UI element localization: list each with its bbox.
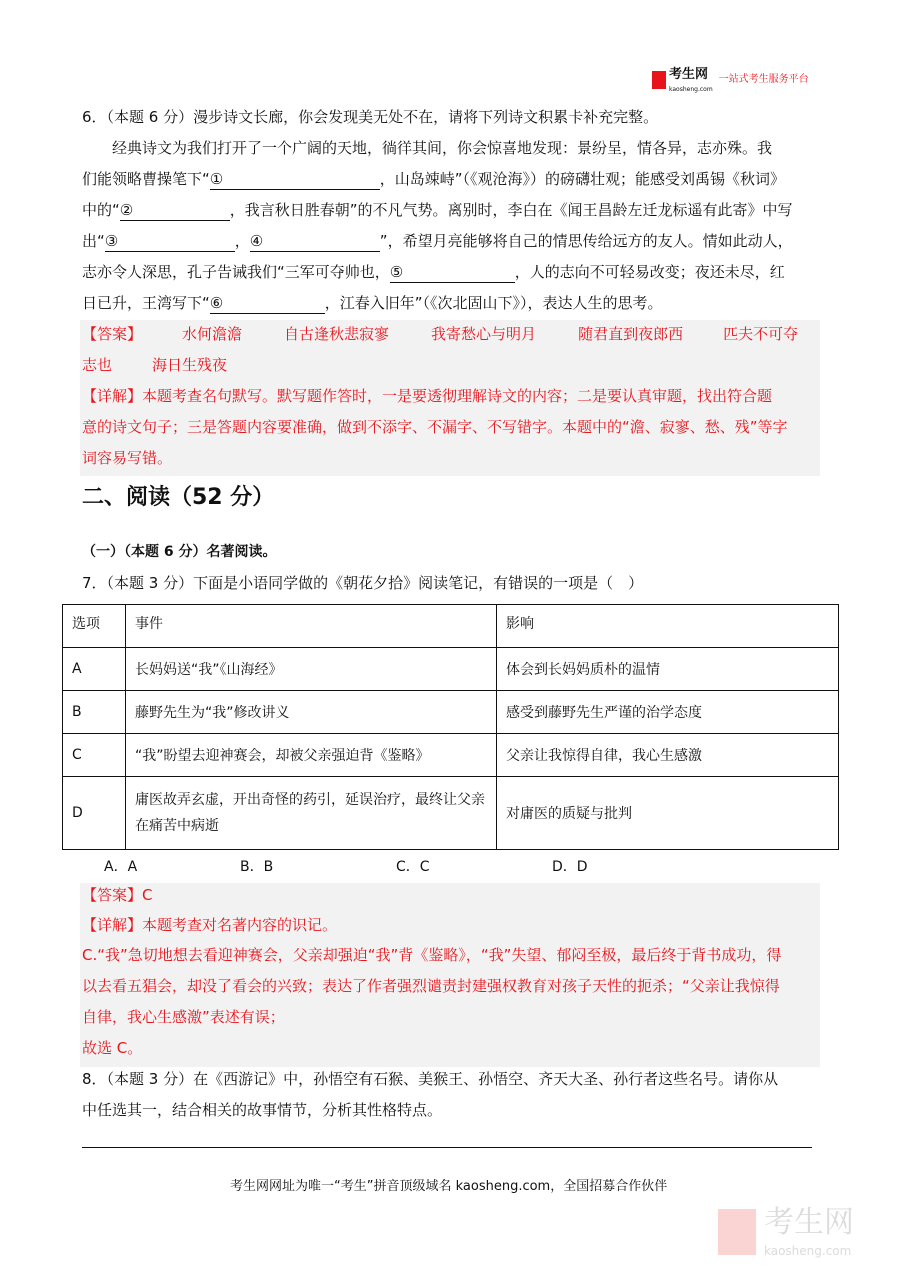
logo-icon <box>652 71 666 89</box>
q8-stem: 8．（本题 3 分）在《西游记》中，孙悟空有石猴、美猴王、孙悟空、齐天大圣、孙行者这些名号。请你从 <box>82 1070 779 1088</box>
blank-4: ④ <box>249 232 264 250</box>
header-logo <box>652 66 809 94</box>
q7-stem: 7．（本题 3 分）下面是小语同学做的《朝花夕拾》阅读笔记，有错误的一项是（ ） <box>82 574 644 592</box>
q6-para-line: 志亦令人深思，孔子告诫我们“三军可夺帅也，⑤ ，人的志向不可轻易改变；夜还未尽，红 <box>82 263 785 281</box>
q7-detail: 以去看五猖会，却没了看会的兴致；表达了作者强烈谴责封建强权教育对孩子天性的扼杀；“父亲让我惊得 <box>82 977 780 995</box>
blank-3: ③ <box>104 232 119 250</box>
table-row: D 庸医故弄玄虚，开出奇怪的药引，延误治疗，最终让父亲在痛苦中病逝 对庸医的质疑与批判 <box>63 777 839 850</box>
section-subtitle: （一）（本题 6 分）名著阅读。 <box>82 544 277 560</box>
q6-detail: 词容易写错。 <box>82 449 173 467</box>
logo-text: 考生网 <box>669 67 709 82</box>
table-row: B 藤野先生为“我”修改讲义 感受到藤野先生严谨的治学态度 <box>63 691 839 734</box>
option-d: D．D <box>552 859 588 875</box>
logo-domain: kaosheng.com <box>669 86 713 93</box>
watermark-domain: kaosheng.com <box>764 1244 852 1258</box>
table-header: 选项 事件 影响 <box>63 605 839 648</box>
q6-para-line: 出“③ ，④ ”，希望月亮能够将自己的情思传给远方的友人。情如此动人， <box>82 232 793 250</box>
q6-answer: 【答案】 水何澹澹 自古逢秋悲寂寥 我寄愁心与明月 随君直到夜郎西 匹夫不可夺 <box>82 325 799 343</box>
header-slogan: 一站式考生服务平台 <box>718 74 809 85</box>
section-title: 二、阅读（52 分） <box>82 485 275 510</box>
footer-divider <box>82 1147 812 1148</box>
option-a: A．A <box>104 859 138 875</box>
option-b: B．B <box>240 859 274 875</box>
q7-table <box>62 604 839 850</box>
q6-detail: 【详解】本题考查名句默写。默写题作答时，一是要透彻理解诗文的内容；二是要认真审题，找出符合题 <box>82 387 773 405</box>
q8-stem: 中任选其一，结合相关的故事情节，分析其性格特点。 <box>82 1101 443 1119</box>
blank-5: ⑤ <box>389 263 404 281</box>
watermark-icon <box>718 1209 756 1255</box>
q6-detail: 意的诗文句子；三是答题内容要准确，做到不添字、不漏字、不写错字。本题中的“澹、寂寥、愁、残”等字 <box>82 418 788 436</box>
q6-para-line: 中的“② ，我言秋日胜春朝”的不凡气势。离别时，李白在《闻王昌龄左迁龙标遥有此寄》中写 <box>82 201 793 219</box>
blank-6: ⑥ <box>209 294 224 312</box>
option-c: C．C <box>396 859 430 875</box>
watermark-text: 考生网 <box>764 1205 854 1240</box>
q6-para-line: 日已升，王湾写下“⑥ ，江春入旧年”（《次北固山下》），表达人生的思考。 <box>82 294 663 312</box>
q7-detail: 【详解】本题考查对名著内容的识记。 <box>82 916 338 934</box>
q7-answer: 【答案】C <box>82 886 153 904</box>
blank-2: ② <box>119 201 134 219</box>
q7-detail: 故选 C。 <box>82 1039 143 1057</box>
q6-para-line: 经典诗文为我们打开了一个广阔的天地，徜徉其间，你会惊喜地发现：景纷呈，情各异，志亦殊。我 <box>112 139 773 157</box>
blank-1: ① <box>209 170 224 188</box>
q6-para-line: 们能领略曹操笔下“① ，山岛竦峙”（《观沧海》）的磅礴壮观；能感受刘禹锡《秋词》 <box>82 170 786 188</box>
q7-detail: 自律，我心生感激”表述有误； <box>82 1008 285 1026</box>
table-row: C “我”盼望去迎神赛会，却被父亲强迫背《鉴略》 父亲让我惊得自律，我心生感激 <box>63 734 839 777</box>
footer-text: 考生网网址为唯一“考生”拼音顶级域名 kaosheng.com，全国招募合作伙伴 <box>230 1179 668 1194</box>
table-row: A 长妈妈送“我”《山海经》 体会到长妈妈质朴的温情 <box>63 648 839 691</box>
watermark-logo <box>718 1204 854 1259</box>
q6-answer: 志也 海日生残夜 <box>82 356 228 374</box>
q6-stem: 6．（本题 6 分）漫步诗文长廊，你会发现美无处不在，请将下列诗文积累卡补充完整。 <box>82 108 659 126</box>
q7-detail: C.“我”急切地想去看迎神赛会，父亲却强迫“我”背《鉴略》，“我”失望、郁闷至极，最后终于背书成功，得 <box>82 946 782 964</box>
